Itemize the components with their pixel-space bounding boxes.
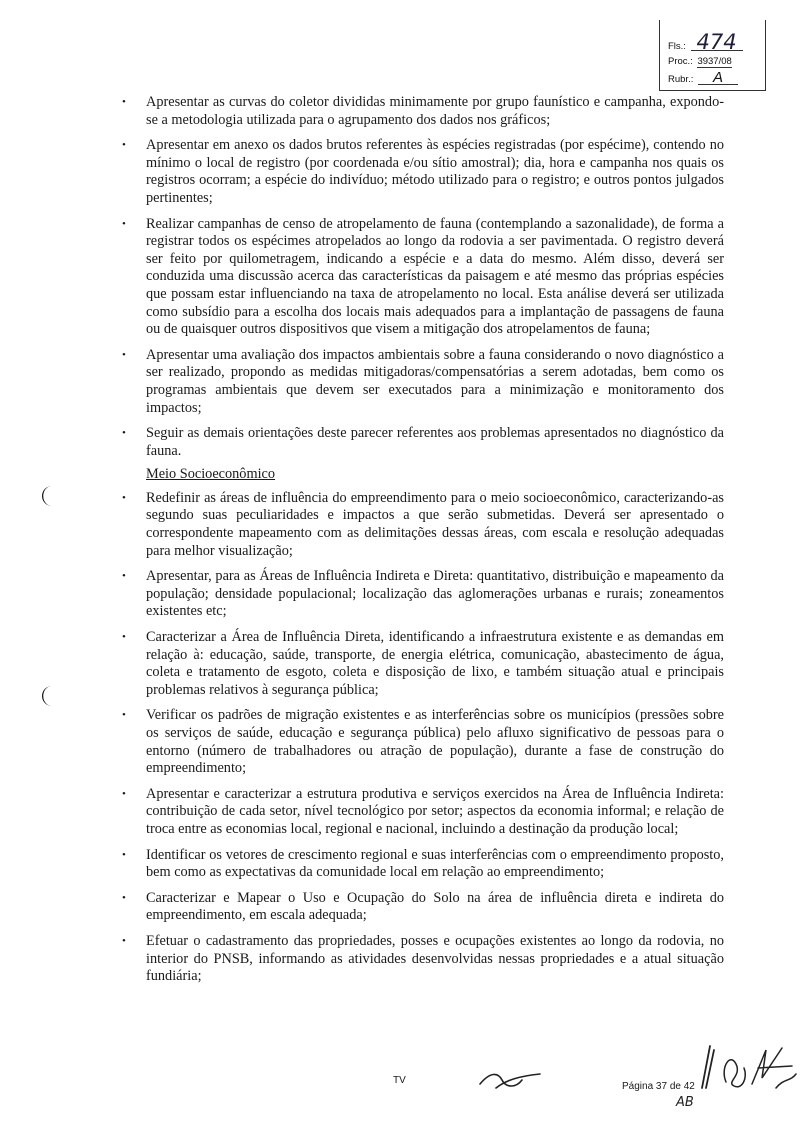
- footer-initials: AB: [676, 1095, 694, 1110]
- page-number: Página 37 de 42: [622, 1081, 695, 1092]
- list-item-text: Apresentar, para as Áreas de Influência Indireta e Direta: quantitativo, distribuição e mapeamento da população; densidade populacional; localização das aglomerações urbanas e rurais; zoneamentos existentes etc;: [146, 568, 724, 620]
- stamp-proc-label: Proc.:: [668, 56, 693, 67]
- punch-hole-icon: [36, 484, 60, 508]
- bullet-icon: •: [122, 217, 126, 230]
- bullet-icon: •: [122, 934, 126, 947]
- list-item-text: Realizar campanhas de censo de atropelamento de fauna (contemplando a sazonalidade), de forma a registrar todos os espécimes atropelados ao longo da rodovia a ser pavimentada. O registro deverá ser feito por quilometragem, indicando a espécie e a data do mesmo. Além disso, deverá ser conduzida uma discussão acerca das características da paisagem e até mesmo das próprias espécies que possam estar influenciando na taxa de atropelamento no local. Esta análise deverá ser utilizada como subsídio para a escolha dos locais mais adequados para a implantação de passagens de fauna ou de quaisquer outros dispositivos que visem a mitigação dos atropelamentos de fauna;: [146, 215, 724, 338]
- list-item: [120, 568, 724, 621]
- list-item: [120, 347, 724, 417]
- bullet-icon: •: [122, 139, 126, 152]
- list-item: [120, 137, 724, 207]
- list-item: [120, 216, 724, 339]
- list-item: [120, 786, 724, 839]
- document-body: [120, 94, 724, 994]
- list-item-text: Apresentar as curvas do coletor divididas minimamente por grupo faunístico e campanha, expondo-se a metodologia utilizada para o agrupamento dos dados nos gráficos;: [146, 94, 724, 128]
- list-item-text: Caracterizar e Mapear o Uso e Ocupação do Solo na área de influência direta e indireta do empreendimento, em escala adequada;: [146, 889, 724, 924]
- bullet-icon: •: [122, 427, 126, 440]
- bullet-icon: •: [122, 491, 126, 504]
- socioeconomic-requirements-list: [120, 490, 724, 986]
- section-heading-text: Meio Socioeconômico: [146, 466, 276, 483]
- stamp-proc-row: [668, 56, 732, 68]
- list-item: [120, 933, 724, 986]
- list-item: [120, 707, 724, 777]
- list-item: [120, 847, 724, 882]
- fauna-requirements-list: [120, 94, 724, 460]
- list-item: [120, 94, 724, 129]
- punch-hole-icon: [36, 684, 60, 708]
- list-item-text: Apresentar e caracterizar a estrutura produtiva e serviços exercidos na Área de Influência Indireta: contribuição de cada setor, nível tecnológico por setor; aspectos da economia informal; e relação de troca entre as economias local, regional e nacional, incluindo a destinação da produção local;: [146, 785, 724, 837]
- bullet-icon: •: [122, 631, 126, 644]
- list-item: [120, 890, 724, 925]
- bullet-icon: •: [122, 787, 126, 800]
- stamp-fls-label: Fls.:: [668, 41, 686, 52]
- list-item-text: Apresentar uma avaliação dos impactos ambientais sobre a fauna considerando o novo diagnóstico a ser realizado, propondo as medidas mitigadoras/compensatórias a serem adotadas, bem como os programas ambientais que devem ser executados para a minimização e monitoramento dos impactos;: [146, 346, 724, 416]
- stamp-rubr-row: [668, 69, 738, 86]
- list-item-text: Redefinir as áreas de influência do empreendimento para o meio socioeconômico, caracterizando-as segundo suas peculiaridades e impactos a que serão submetidas. Deverá ser apresentado o correspondente mapeamento com as delimitações dessas áreas, com escala e resolução adequadas para melhor visualização;: [146, 489, 724, 559]
- list-item: [120, 490, 724, 560]
- bullet-icon: •: [122, 570, 126, 583]
- bullet-icon: •: [122, 96, 126, 108]
- list-item-text: Apresentar em anexo os dados brutos referentes às espécies registradas (por espécime), contendo no mínimo o local de registro (por coordenada e/ou sítio amostral); dia, hora e campanha nos quais os registros ocorram; a espécie do indivíduo; método utilizado para o registro; e outros pontos julgados pertinentes;: [146, 137, 724, 206]
- protocol-stamp: [659, 20, 766, 91]
- list-item-text: Caracterizar a Área de Influência Direta, identificando a infraestrutura existente e as demandas em relação à: educação, saúde, transporte, de energia elétrica, comunicação, abastecimento de água, coleta e tratamento de esgoto, coleta e disposição de lixo, e também situação atual e principais problemas relativos à segurança pública;: [146, 629, 724, 698]
- list-item-text: Efetuar o cadastramento das propriedades, posses e ocupações existentes ao longo da rodovia, no interior do PNSB, informando as atividades desenvolvidas nessas propriedades e a atual situação fundiária;: [146, 932, 724, 985]
- stamp-fls-value: 474: [691, 34, 743, 51]
- signature-squiggle-icon: [476, 1068, 544, 1092]
- stamp-rubr-value: A: [698, 72, 738, 85]
- bullet-icon: •: [122, 848, 126, 861]
- stamp-rubr-label: Rubr.:: [668, 74, 694, 85]
- bullet-icon: •: [122, 709, 126, 722]
- list-item-text: Seguir as demais orientações deste parecer referentes aos problemas apresentados no diagnóstico da fauna.: [146, 425, 724, 459]
- stamp-fls-row: [668, 30, 743, 54]
- list-item: [120, 425, 724, 460]
- list-item-text: Identificar os vetores de crescimento regional e suas interferências com o empreendimento proposto, bem como as expectativas da comunidade local em relação ao empreendimento;: [146, 846, 724, 881]
- footer-reference: TV: [393, 1075, 406, 1086]
- section-heading: [120, 466, 724, 484]
- stamp-proc-value: 3937/08: [697, 56, 732, 67]
- list-item: [120, 629, 724, 699]
- bullet-icon: •: [122, 891, 126, 904]
- list-item-text: Verificar os padrões de migração existentes e as interferências sobre os municípios (pressões sobre os serviços de saúde, educação e segurança pública) pelo afluxo significativo de pessoas para o entorno (número de trabalhadores ou atração de população), durante a fase de construção do empreendimento;: [146, 707, 724, 777]
- handwritten-signature-icon: [696, 1038, 800, 1098]
- bullet-icon: •: [122, 348, 126, 361]
